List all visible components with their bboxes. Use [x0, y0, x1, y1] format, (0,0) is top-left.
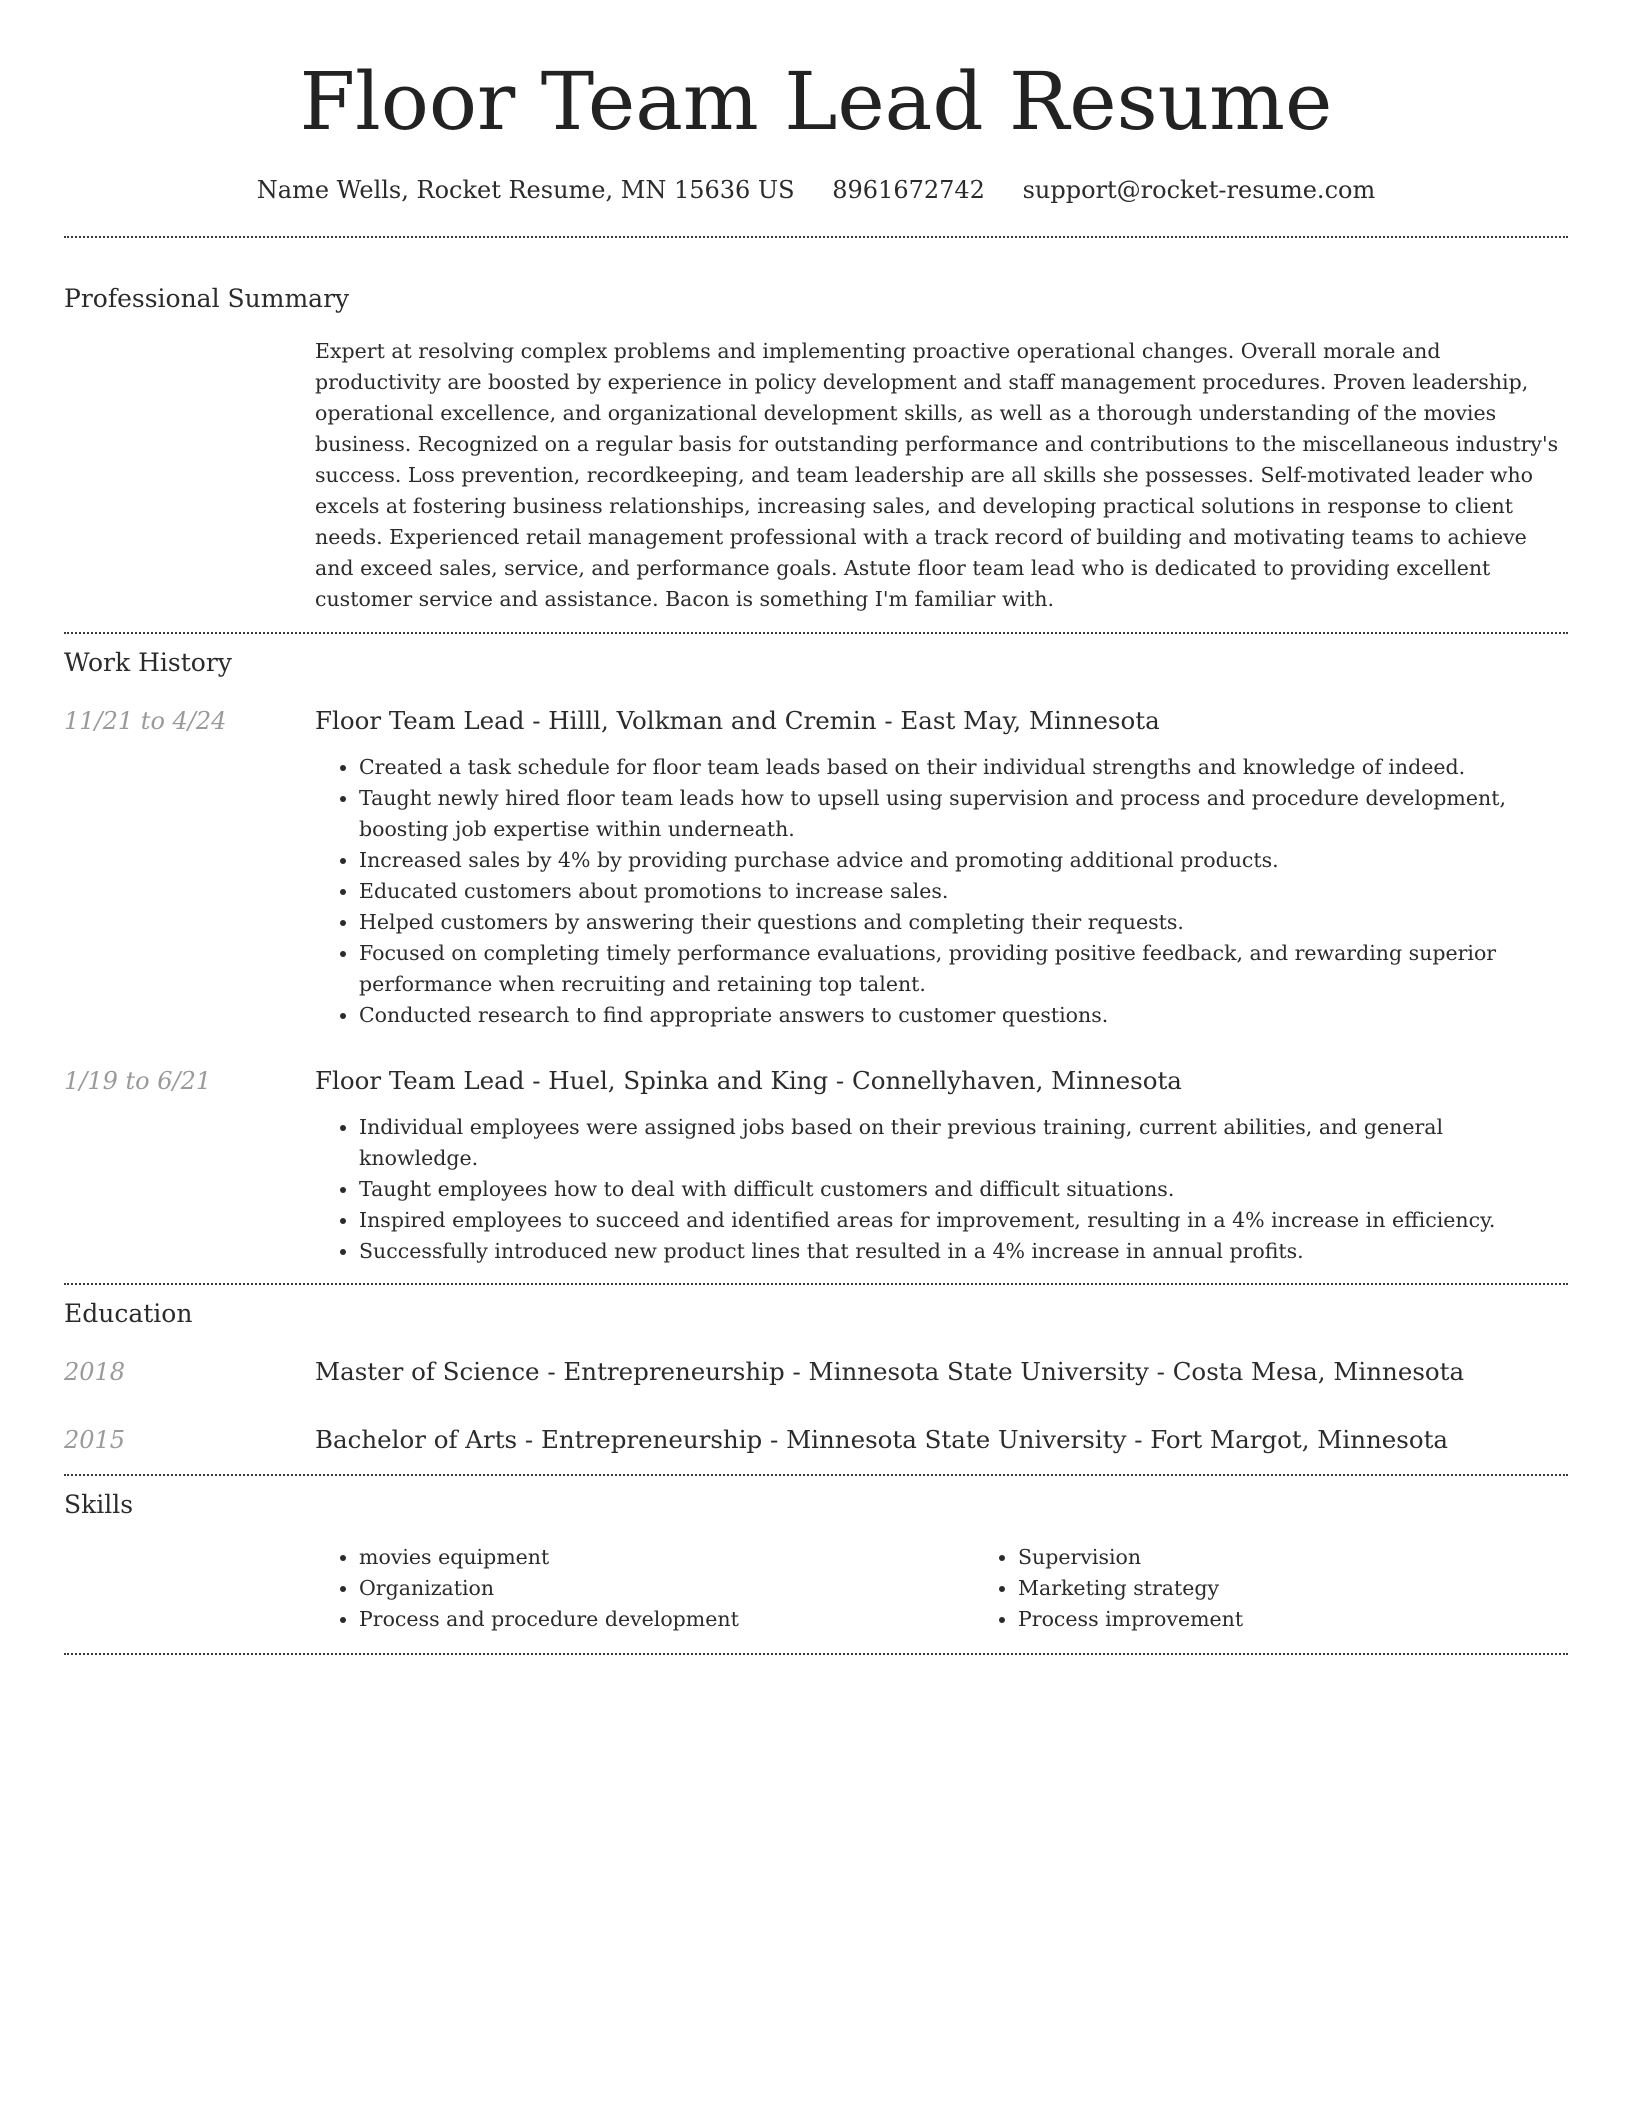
skills-column-left: [315, 1542, 974, 1635]
skills-heading: Skills: [64, 1490, 134, 1519]
education-heading: Education: [64, 1299, 193, 1328]
job-header: [64, 704, 1568, 738]
job-bullet: • Educated customers about promotions to increase sales.: [359, 876, 1568, 907]
job-details: [315, 1112, 1568, 1267]
divider: [64, 1653, 1568, 1655]
job-bullets: [315, 752, 1568, 1031]
summary-text: Expert at resolving complex problems and implementing proactive operational changes. Overall morale and productivity are boosted by experience in policy development and staff management procedures. Proven leadership, operational excellence, and organizational development skills, as well as a thorough understanding of the movies business. Recognized on a regular basis for outstanding performance and contributions to the miscellaneous industry's success. Loss prevention, recordkeeping, and team leadership are all skills she possesses. Self-motivated leader who excels at fostering business relationships, increasing sales, and developing practical solutions in response to client needs. Experienced retail management professional with a track record of building and motivating teams to achieve and exceed sales, service, and performance goals. Astute floor team lead who is dedicated to providing excellent customer service and assistance. Bacon is something I'm familiar with.: [315, 339, 1559, 611]
divider: [64, 632, 1568, 634]
job-bullet: • Taught newly hired floor team leads how to upsell using supervision and process and procedure development, boosting job expertise within underneath.: [359, 783, 1568, 845]
education-year: 2015: [64, 1426, 126, 1454]
contact-email: support@rocket-resume.com: [1022, 176, 1376, 204]
skill-item: • movies equipment: [359, 1542, 974, 1573]
job-dates: 1/19 to 6/21: [64, 1067, 212, 1095]
work-history-heading: Work History: [64, 648, 232, 677]
education-degree: Master of Science - Entrepreneurship - Minnesota State University - Costa Mesa, Minnesota: [315, 1357, 1465, 1386]
job-bullets: [315, 1112, 1568, 1267]
contact-line: [64, 172, 1568, 208]
resume-title: Floor Team Lead Resume: [299, 55, 1333, 148]
job-bullet: • Inspired employees to succeed and identified areas for improvement, resulting in a 4% increase in efficiency.: [359, 1205, 1568, 1236]
contact-address: Name Wells, Rocket Resume, MN 15636 US: [256, 176, 795, 204]
summary-heading: Professional Summary: [64, 284, 350, 313]
skills-list: [315, 1542, 1568, 1635]
job-bullet: • Focused on completing timely performance evaluations, providing positive feedback, and rewarding superior performance when recruiting and retaining top talent.: [359, 938, 1568, 1000]
skill-item: • Organization: [359, 1573, 974, 1604]
skill-item: • Supervision: [1018, 1542, 1632, 1573]
job-dates: 11/21 to 4/24: [64, 707, 227, 735]
skills-column-right: [974, 1542, 1632, 1635]
job-bullet: • Increased sales by 4% by providing purchase advice and promoting additional products.: [359, 845, 1568, 876]
job-details: [315, 752, 1568, 1031]
job-bullet: • Helped customers by answering their questions and completing their requests.: [359, 907, 1568, 938]
education-item: [64, 1355, 1568, 1389]
education-item: [64, 1423, 1568, 1457]
education-year: 2018: [64, 1358, 126, 1386]
job-bullet: • Conducted research to find appropriate answers to customer questions.: [359, 1000, 1568, 1031]
divider: [64, 1283, 1568, 1285]
divider: [64, 1474, 1568, 1476]
education-degree: Bachelor of Arts - Entrepreneurship - Minnesota State University - Fort Margot, Minnesota: [315, 1425, 1449, 1454]
job-bullet: • Successfully introduced new product lines that resulted in a 4% increase in annual profits.: [359, 1236, 1568, 1267]
job-bullet: • Created a task schedule for floor team leads based on their individual strengths and knowledge of indeed.: [359, 752, 1568, 783]
job-title: Floor Team Lead - Hilll, Volkman and Cremin - East May, Minnesota: [315, 706, 1160, 735]
skill-item: • Marketing strategy: [1018, 1573, 1632, 1604]
skill-item: • Process improvement: [1018, 1604, 1632, 1635]
job-bullet: • Individual employees were assigned jobs based on their previous training, current abilities, and general knowledge.: [359, 1112, 1568, 1174]
job-title: Floor Team Lead - Huel, Spinka and King - Connellyhaven, Minnesota: [315, 1066, 1182, 1095]
job-bullet: • Taught employees how to deal with difficult customers and difficult situations.: [359, 1174, 1568, 1205]
job-header: [64, 1064, 1568, 1098]
contact-phone: 8961672742: [832, 176, 985, 204]
skill-item: • Process and procedure development: [359, 1604, 974, 1635]
divider: [64, 236, 1568, 238]
